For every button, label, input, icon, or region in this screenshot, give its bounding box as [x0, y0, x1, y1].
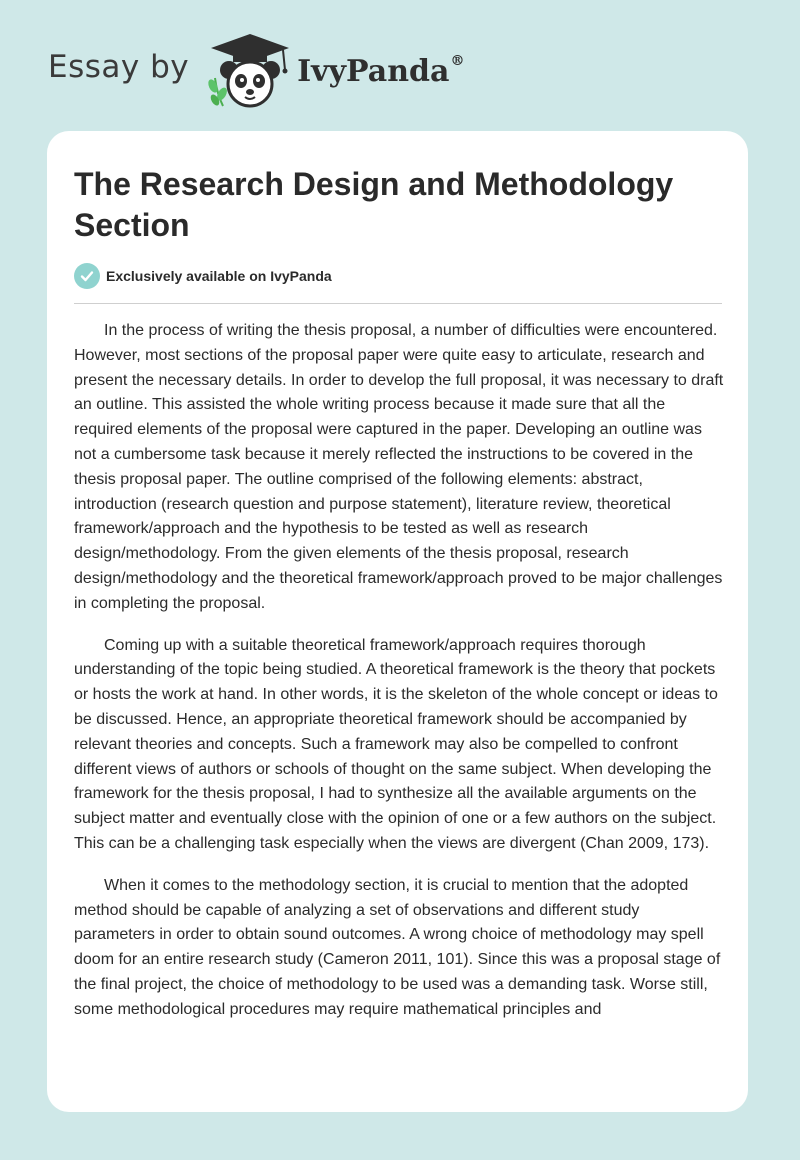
- divider: [74, 303, 722, 304]
- badge-label: Exclusively available on IvyPanda: [106, 268, 332, 284]
- registered-mark: ®: [450, 53, 465, 69]
- page-title: The Research Design and Methodology Section: [74, 166, 674, 243]
- essay-body: [74, 319, 724, 1040]
- brand-name-text: IvyPanda: [297, 54, 450, 89]
- paragraph: In the process of writing the thesis proposal, a number of difficulties were encountered. However, most sections of the proposal paper were quite easy to articulate, research and present the necessary details. In order to develop the full proposal, it was necessary to draft an outline. This assisted the whole writing process because it made sure that all the required elements of the proposal were captured in the paper. Developing an outline was not a cumbersome task because it merely reflected the instructions to be covered in the thesis proposal paper. The outline comprised of the following elements: abstract, introduction (research question and purpose statement), literature review, theoretical framework/approach and the hypothesis to be tested as well as research design/methodology. From the given elements of the thesis proposal, research design/methodology and the theoretical framework/approach proved to be major challenges in completing the proposal.: [74, 322, 724, 612]
- paragraph: When it comes to the methodology section, it is crucial to mention that the adopted method should be capable of analyzing a set of observations and different study parameters in order to obtain sound outcomes. A wrong choice of methodology may spell doom for an entire research study (Cameron 2011, 101). Since this was a proposal stage of the final project, the choice of methodology to be used was a demanding task. Worse still, some methodological procedures may require mathematical principles and: [74, 876, 721, 1018]
- panda-logo-icon[interactable]: [205, 30, 295, 110]
- site-header: [48, 30, 464, 110]
- brand-name[interactable]: [297, 53, 464, 89]
- essay-card: [47, 131, 748, 1112]
- exclusive-badge: [74, 263, 332, 289]
- paragraph: Coming up with a suitable theoretical framework/approach requires thorough understanding of the topic being studied. A theoretical framework is the theory that pockets or hosts the work at hand. In other words, it is the skeleton of the whole concept or ideas to be discussed. Hence, an appropriate theoretical framework should be accompanied by relevant theories and concepts. Such a framework may also be compelled to confront different views of authors or schools of thought on the same subject. When developing the framework for the thesis proposal, I had to synthesize all the available arguments on the subject matter and eventually close with the opinion of one or a few authors on the subject. This can be a challenging task especially when the views are divergent (Chan 2009, 173).: [74, 636, 718, 852]
- check-badge: [74, 263, 100, 289]
- check-icon: [80, 269, 94, 283]
- essay-by-label: Essay by: [48, 49, 190, 85]
